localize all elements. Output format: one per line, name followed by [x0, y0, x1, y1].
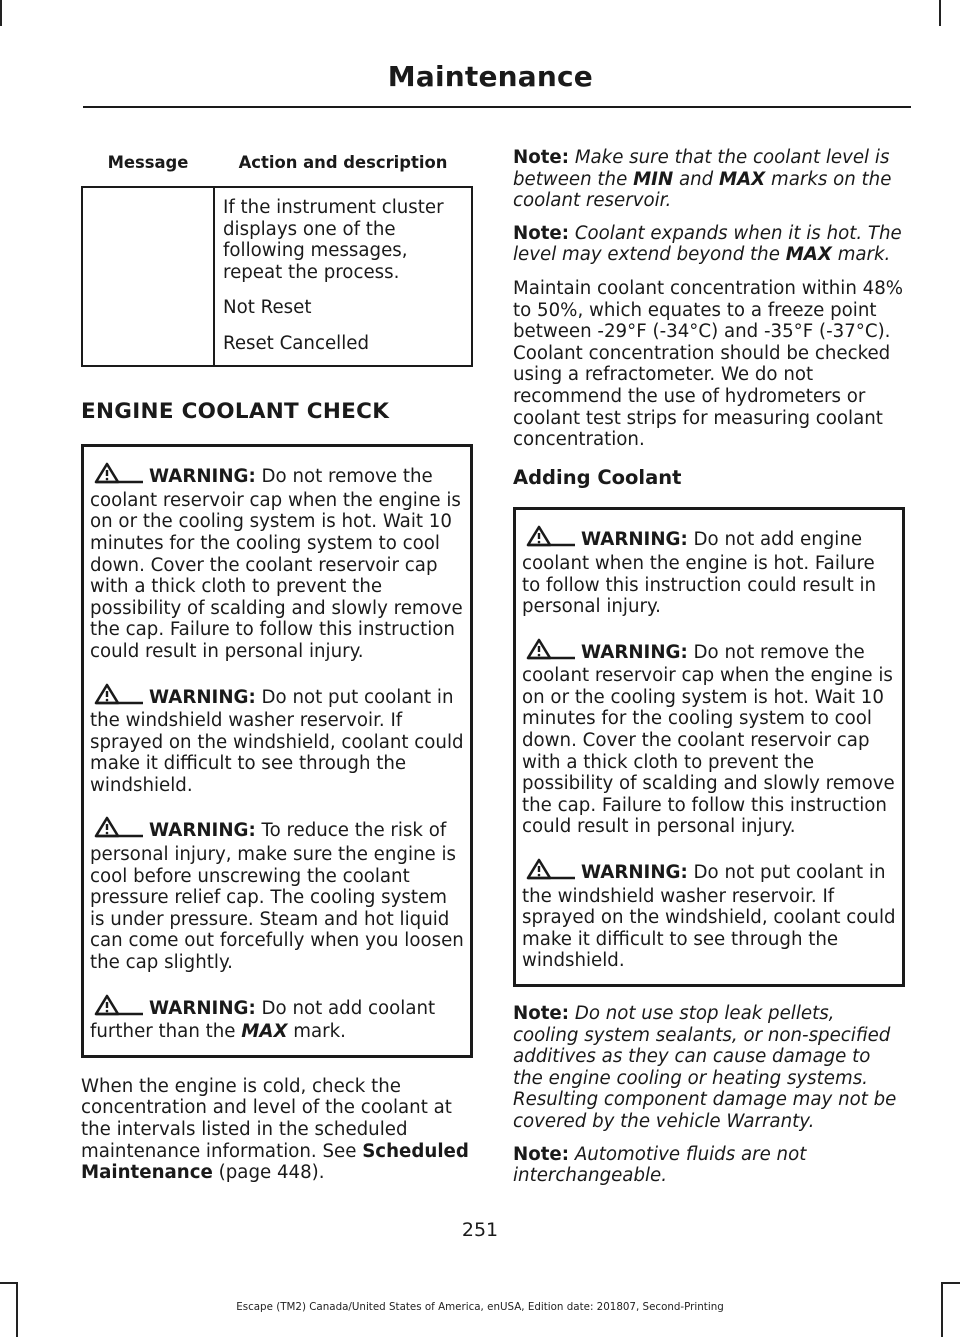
warning-text: Do not add coolant further than the	[90, 997, 436, 1043]
page-header-title: Maintenance	[387, 60, 593, 93]
warning-item	[522, 525, 896, 617]
concentration-paragraph: Maintain coolant concentration within 48% to 50%, which equates to a freeze point between -29°F (-34°C) and -35°F (-37°C). Coolant concentration should be checked using a refractometer. We do not recommend the use of hydrometers or coolant test strips for measuring coolant concentration.	[513, 277, 904, 451]
note-text: Do not use stop leak pellets, cooling system sealants, or non-specified additives as they can cause damage to the engine cooling or heating systems. Resulting component damage may not be covered by the vehicle Warranty.	[513, 1003, 897, 1132]
warning-triangle-icon	[93, 994, 145, 1022]
warning-label: WARNING:	[581, 641, 688, 663]
table-header-row	[82, 140, 472, 187]
warning-item	[90, 816, 464, 973]
page-number: 251	[461, 1219, 499, 1241]
note-label: Note:	[513, 222, 570, 244]
note-coolant-level	[513, 147, 905, 212]
max-emphasis: MAX	[241, 1021, 288, 1043]
warning-label: WARNING:	[149, 820, 256, 842]
warning-triangle-icon	[93, 462, 145, 490]
section-title: ENGINE COOLANT CHECK	[81, 398, 390, 424]
warning-box	[513, 507, 905, 987]
note-text: Automotive fluids are not interchangeable.	[513, 1143, 807, 1187]
table-cell-message	[82, 187, 214, 366]
warning-item	[522, 858, 896, 972]
check-paragraph	[81, 1076, 473, 1184]
warning-triangle-icon	[93, 816, 145, 844]
table-cell-action	[214, 187, 472, 366]
warning-label: WARNING:	[149, 686, 256, 708]
warning-text: Do not add engine coolant when the engine is hot. Failure to follow this instruction could result in personal injury.	[522, 529, 877, 618]
warning-item	[90, 683, 464, 797]
table-header-action: Action and description	[238, 153, 448, 173]
check-text: When the engine is cold, check the concentration and level of the coolant at the intervals listed in the scheduled maintenance information. See	[81, 1075, 452, 1162]
max-emphasis: MAX	[718, 168, 766, 190]
warning-triangle-icon	[525, 858, 577, 886]
warning-text: To reduce the risk of personal injury, make sure the engine is cool before unscrewing the coolant pressure relief cap. The cooling system is under pressure. Steam and hot liquid can come out forcefully when you loosen the cap slightly.	[90, 820, 464, 974]
header-rule	[83, 106, 911, 108]
warning-triangle-icon	[525, 638, 577, 666]
warning-label: WARNING:	[149, 466, 256, 488]
warning-label: WARNING:	[149, 997, 256, 1019]
note-fluids	[513, 1144, 905, 1187]
table-description: If the instrument cluster displays one of the following messages, repeat the process.	[223, 197, 444, 283]
crop-mark	[0, 0, 2, 26]
note-label: Note:	[513, 147, 570, 168]
warning-label: WARNING:	[581, 862, 688, 884]
warning-text-end: mark.	[293, 1021, 346, 1043]
footer-edition-text: Escape (TM2) Canada/United States of America, enUSA, Edition date: 201807, Second-Printing	[236, 1301, 724, 1313]
note-stop-leak	[513, 1003, 905, 1133]
table-header-message: Message	[107, 153, 189, 173]
table-item: Reset Cancelled	[223, 332, 369, 354]
note-text: mark.	[837, 244, 891, 266]
warning-triangle-icon	[93, 683, 145, 711]
crop-mark	[0, 1282, 16, 1284]
min-emphasis: MIN	[633, 168, 674, 190]
warning-text: Do not put coolant in the windshield washer reservoir. If sprayed on the windshield, coolant could make it difficult to see through the windshield.	[90, 686, 464, 796]
warning-item	[90, 994, 464, 1043]
note-label: Note:	[513, 1003, 570, 1024]
note-text: Make sure that the coolant level is between the	[513, 147, 890, 190]
warning-box	[81, 444, 473, 1058]
warning-text: Do not remove the coolant reservoir cap when the engine is on or the cooling system is hot. Wait 10 minutes for the cooling system to cool down. Cover the coolant reservoir cap with a thick cloth to prevent the possibility of scalding and slowly remove the cap. Failure to follow this instruction could result in personal injury.	[90, 466, 463, 662]
warning-item	[522, 638, 896, 838]
warning-label: WARNING:	[581, 529, 688, 551]
warning-text: Do not put coolant in the windshield washer reservoir. If sprayed on the windshield, coolant could make it difficult to see through the windshield.	[522, 862, 896, 972]
left-column	[81, 140, 473, 1184]
warning-text: Do not remove the coolant reservoir cap when the engine is on or the cooling system is hot. Wait 10 minutes for the cooling system to cool down. Cover the coolant reservoir cap with a thick cloth to prevent the possibility of scalding and slowly remove the cap. Failure to follow this instruction could result in personal injury.	[522, 641, 895, 838]
page-reference: (page 448).	[218, 1162, 325, 1184]
table-item: Not Reset	[223, 297, 312, 319]
note-label: Note:	[513, 1143, 570, 1165]
note-text: marks on the coolant reservoir.	[513, 168, 892, 212]
max-emphasis: MAX	[785, 244, 832, 266]
right-column	[513, 140, 905, 1198]
message-table	[81, 140, 473, 367]
warning-item	[90, 462, 464, 662]
note-text: and	[678, 168, 714, 190]
note-text: Coolant expands when it is hot. The level may extend beyond the	[513, 222, 902, 266]
warning-triangle-icon	[525, 525, 577, 553]
note-coolant-expands	[513, 223, 905, 266]
table-row	[82, 187, 472, 366]
scheduled-maintenance-link[interactable]: Scheduled Maintenance	[81, 1140, 469, 1184]
crop-mark	[942, 1282, 960, 1284]
crop-mark	[939, 0, 941, 26]
subsection-title: Adding Coolant	[513, 465, 682, 489]
